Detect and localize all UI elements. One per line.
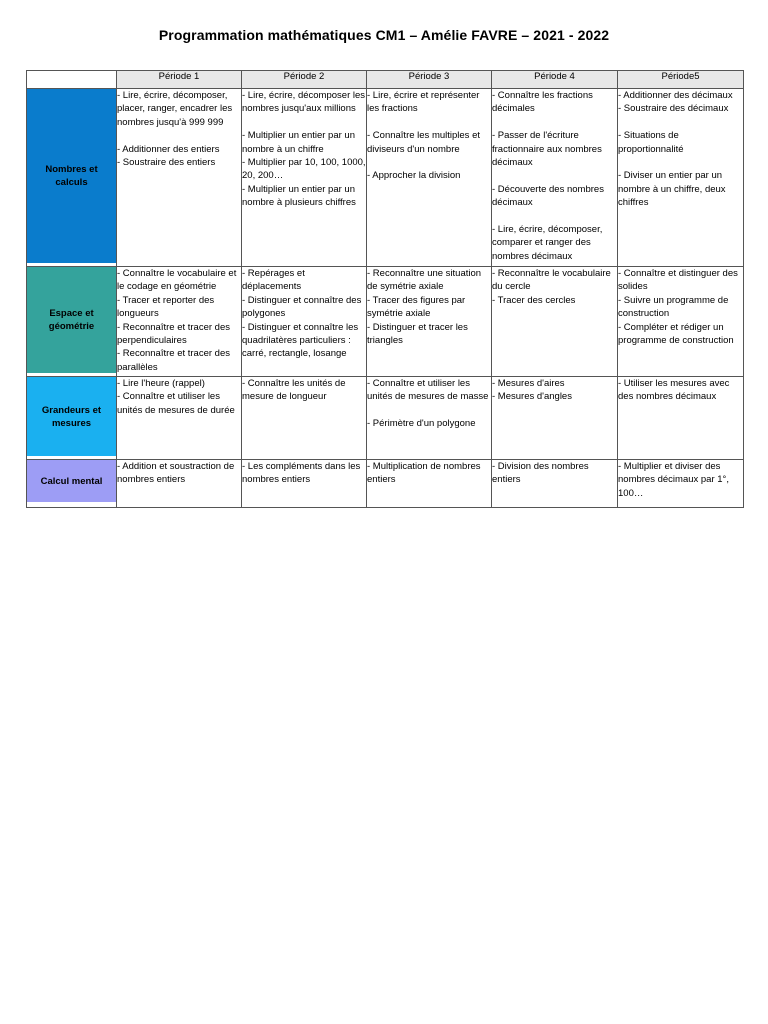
cell-line: - Connaître les fractions décimales: [492, 90, 593, 115]
cell-line: - Connaître les unités de mesure de longueur: [242, 378, 346, 403]
row-label-nombres-et-calculs: Nombres et calculs: [27, 89, 116, 263]
cell-line: - Utiliser les mesures avec des nombres décimaux: [618, 378, 730, 403]
period-header-3: Période 3: [367, 71, 492, 89]
header-row: [27, 71, 744, 89]
cell-line: - Soustraire des entiers: [117, 157, 216, 169]
period-header-2: Période 2: [242, 71, 367, 89]
line-gap: [242, 116, 366, 129]
cell-line: - Addition et soustraction de nombres entiers: [117, 461, 235, 486]
cell-line: - Soustraire des décimaux: [618, 103, 729, 115]
cell-line: - Tracer des cercles: [492, 294, 576, 306]
line-gap: [492, 116, 617, 129]
period-header-1: Période 1: [117, 71, 242, 89]
cell-nombres-et-calculs-periode-5: [618, 89, 744, 267]
cell-line: - Situations de proportionnalité: [618, 130, 684, 155]
table-row-nombres-et-calculs: [27, 89, 744, 267]
cell-line: - Lire, écrire, décomposer, comparer et ranger des nombres décimaux: [492, 224, 603, 262]
line-gap: [492, 169, 617, 182]
line-gap: [367, 156, 491, 169]
cell-espace-et-geometrie-periode-4: [492, 267, 618, 377]
row-header-calcul-mental: [27, 460, 117, 508]
cell-line: - Reconnaître le vocabulaire du cercle: [492, 268, 611, 293]
cell-line: - Multiplier par 10, 100, 1000, 20, 200…: [242, 157, 366, 182]
cell-line: - Additionner des entiers: [117, 143, 220, 155]
cell-line: - Périmètre d'un polygone: [367, 418, 476, 430]
table-row-grandeurs-et-mesures: [27, 377, 744, 460]
cell-line: - Connaître le vocabulaire et le codage en géométrie: [117, 268, 237, 293]
cell-line: - Tracer des figures par symétrie axiale: [367, 294, 466, 320]
cell-line: - Distinguer et tracer les triangles: [367, 321, 468, 347]
cell-line: - Reconnaître et tracer des parallèles: [117, 348, 230, 373]
cell-line: - Multiplier et diviser des nombres décimaux par 1°, 100…: [618, 461, 729, 499]
cell-line: - Les compléments dans les nombres entiers: [242, 461, 361, 486]
cell-line: - Connaître les multiples et diviseurs d'un nombre: [367, 130, 480, 155]
cell-line: - Diviser un entier par un nombre à un chiffre, deux chiffres: [618, 170, 726, 209]
row-label-espace-et-geometrie: Espace et géométrie: [27, 267, 116, 373]
cell-line: - Repérages et déplacements: [242, 268, 305, 293]
cell-calcul-mental-periode-2: [242, 460, 367, 508]
period-header-4: Période 4: [492, 71, 618, 89]
cell-line: - Approcher la division: [367, 170, 461, 182]
cell-line: - Compléter et rédiger un programme de construction: [618, 321, 734, 347]
row-header-espace-et-geometrie: [27, 267, 117, 377]
cell-calcul-mental-periode-3: [367, 460, 492, 508]
cell-nombres-et-calculs-periode-4: [492, 89, 618, 267]
line-gap: [618, 156, 743, 169]
cell-line: - Reconnaître et tracer des perpendiculaires: [117, 321, 230, 347]
header-corner: [27, 71, 117, 89]
cell-espace-et-geometrie-periode-1: [117, 267, 242, 377]
cell-line: - Multiplication de nombres entiers: [367, 461, 481, 486]
cell-espace-et-geometrie-periode-3: [367, 267, 492, 377]
programming-table: [26, 70, 744, 508]
cell-line: - Reconnaître une situation de symétrie axiale: [367, 268, 482, 293]
cell-calcul-mental-periode-1: [117, 460, 242, 508]
cell-grandeurs-et-mesures-periode-5: [618, 377, 744, 460]
cell-line: - Lire, écrire et représenter les fractions: [367, 90, 480, 115]
cell-nombres-et-calculs-periode-3: [367, 89, 492, 267]
cell-calcul-mental-periode-5: [618, 460, 744, 508]
cell-line: - Distinguer et connaître des polygones: [242, 294, 362, 320]
line-gap: [492, 210, 617, 223]
cell-nombres-et-calculs-periode-2: [242, 89, 367, 267]
row-label-grandeurs-et-mesures: Grandeurs et mesures: [27, 377, 116, 456]
cell-espace-et-geometrie-periode-5: [618, 267, 744, 377]
line-gap: [367, 404, 491, 417]
cell-grandeurs-et-mesures-periode-3: [367, 377, 492, 460]
table-body: [27, 89, 744, 508]
cell-line: - Division des nombres entiers: [492, 461, 589, 486]
row-header-nombres-et-calculs: [27, 89, 117, 267]
cell-line: - Connaître et utiliser les unités de mesures de durée: [117, 391, 235, 416]
cell-line: - Lire, écrire, décomposer, placer, ranger, encadrer les nombres jusqu'à 999 999: [117, 90, 233, 128]
cell-line: - Connaître et utiliser les unités de mesures de masse: [367, 378, 489, 403]
period-header-5: Période5: [618, 71, 744, 89]
cell-grandeurs-et-mesures-periode-2: [242, 377, 367, 460]
cell-nombres-et-calculs-periode-1: [117, 89, 242, 267]
cell-line: - Mesures d'angles: [492, 391, 572, 403]
cell-line: - Multiplier un entier par un nombre à plusieurs chiffres: [242, 183, 356, 209]
cell-line: - Lire l'heure (rappel): [117, 378, 205, 389]
page-title: Programmation mathématiques CM1 – Amélie FAVRE – 2021 - 2022: [158, 27, 610, 43]
cell-line: - Distinguer et connaître les quadrilatères particuliers : carré, rectangle, losange: [242, 321, 359, 360]
cell-line: - Lire, écrire, décomposer les nombres jusqu'aux millions: [242, 90, 366, 115]
cell-line: - Passer de l'écriture fractionnaire aux nombres décimaux: [492, 130, 602, 169]
cell-calcul-mental-periode-4: [492, 460, 618, 508]
row-label-calcul-mental: Calcul mental: [27, 460, 116, 502]
cell-grandeurs-et-mesures-periode-4: [492, 377, 618, 460]
cell-line: - Connaître et distinguer des solides: [618, 268, 738, 293]
cell-grandeurs-et-mesures-periode-1: [117, 377, 242, 460]
line-gap: [117, 129, 241, 142]
table-row-espace-et-geometrie: [27, 267, 744, 377]
cell-line: - Additionner des décimaux: [618, 90, 733, 101]
table-row-calcul-mental: [27, 460, 744, 508]
cell-line: - Tracer et reporter des longueurs: [117, 294, 215, 320]
cell-line: - Découverte des nombres décimaux: [492, 183, 604, 209]
cell-line: - Multiplier un entier par un nombre à un chiffre: [242, 130, 355, 155]
line-gap: [367, 116, 491, 129]
cell-espace-et-geometrie-periode-2: [242, 267, 367, 377]
line-gap: [618, 116, 743, 129]
cell-line: - Suivre un programme de construction: [618, 294, 729, 320]
cell-line: - Mesures d'aires: [492, 378, 565, 389]
row-header-grandeurs-et-mesures: [27, 377, 117, 460]
